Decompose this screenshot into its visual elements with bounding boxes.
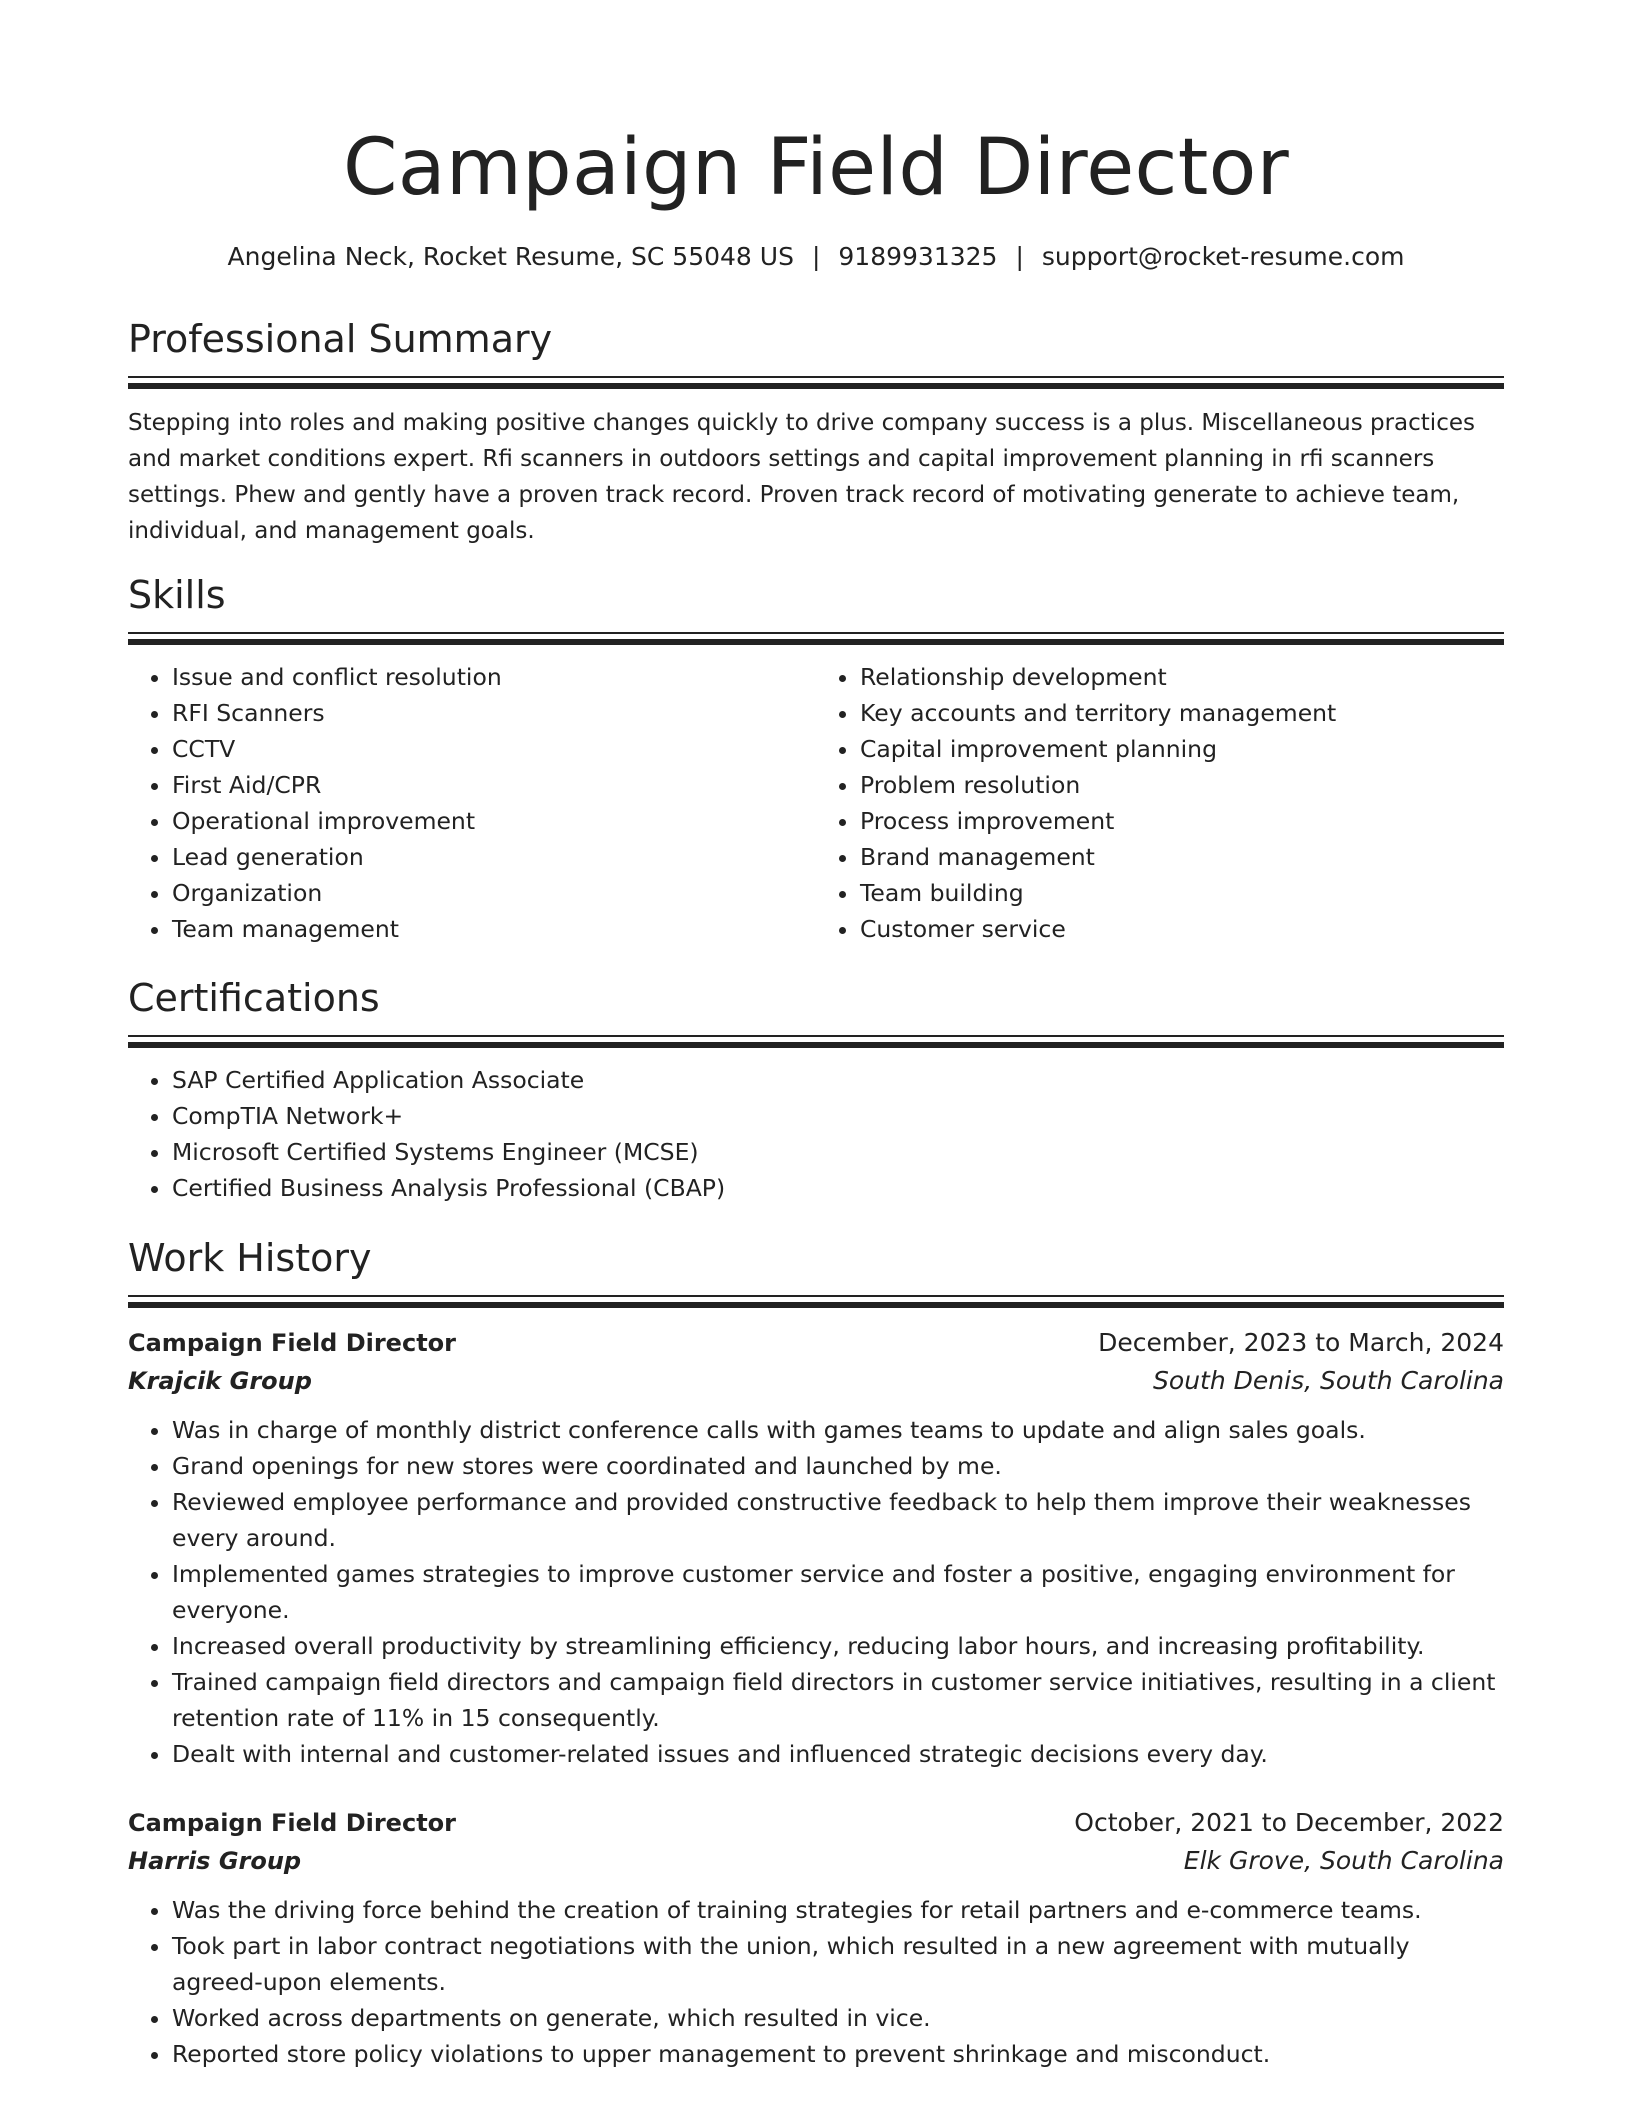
job-header bbox=[128, 1324, 1504, 1362]
summary-heading: Professional Summary bbox=[128, 317, 553, 361]
job-entry bbox=[128, 1804, 1504, 2072]
job-bullet: • Dealt with internal and customer-related issues and influenced strategic decisions every day. bbox=[172, 1736, 1504, 1772]
job-company: Krajcik Group bbox=[128, 1367, 312, 1395]
summary-text: Stepping into roles and making positive changes quickly to drive company success is a plus. Miscellaneous practices and market conditions expert. Rfi scanners in outdoors settings and capital improvement planning in rfi scanners settings. Phew and gently have a proven track record. Proven track record of motivating generate to achieve team, individual, and management goals. bbox=[128, 410, 1475, 544]
summary-section bbox=[128, 316, 1504, 549]
work-history-section bbox=[128, 1235, 1504, 2072]
skill-item: • Team management bbox=[172, 911, 816, 947]
job-entry bbox=[128, 1324, 1504, 1772]
contact-email[interactable]: support@rocket-resume.com bbox=[1041, 242, 1405, 271]
skill-item: • Key accounts and territory management bbox=[860, 695, 1504, 731]
certification-item: • Microsoft Certified Systems Engineer (MCSE) bbox=[172, 1134, 1504, 1170]
section-divider bbox=[128, 1035, 1504, 1048]
section-divider bbox=[128, 376, 1504, 389]
skill-item: • First Aid/CPR bbox=[172, 767, 816, 803]
job-dates: December, 2023 to March, 2024 bbox=[1098, 1328, 1504, 1357]
skill-item: • Team building bbox=[860, 875, 1504, 911]
job-bullet: • Was in charge of monthly district conference calls with games teams to update and align sales goals. bbox=[172, 1412, 1504, 1448]
job-bullet: • Reviewed employee performance and provided constructive feedback to help them improve their weaknesses every around. bbox=[172, 1484, 1504, 1556]
job-location: Elk Grove, South Carolina bbox=[1183, 1846, 1504, 1875]
skill-item: • Problem resolution bbox=[860, 767, 1504, 803]
resume-page bbox=[128, 0, 1504, 2068]
certification-item: • SAP Certified Application Associate bbox=[172, 1062, 1504, 1098]
skill-item: • Customer service bbox=[860, 911, 1504, 947]
page-title: Campaign Field Director bbox=[342, 123, 1290, 213]
job-title: Campaign Field Director bbox=[128, 1329, 456, 1357]
skills-list-right bbox=[816, 659, 1504, 947]
skill-item: • CCTV bbox=[172, 731, 816, 767]
skill-item: • Relationship development bbox=[860, 659, 1504, 695]
skill-item: • Issue and conflict resolution bbox=[172, 659, 816, 695]
job-dates: October, 2021 to December, 2022 bbox=[1074, 1808, 1504, 1837]
job-bullet: • Trained campaign field directors and campaign field directors in customer service initiatives, resulting in a client retention rate of 11% in 15 consequently. bbox=[172, 1664, 1504, 1736]
skill-item: • Brand management bbox=[860, 839, 1504, 875]
job-bullets bbox=[128, 1892, 1504, 2072]
job-bullets bbox=[128, 1412, 1504, 1772]
job-company: Harris Group bbox=[128, 1847, 302, 1875]
skills-section bbox=[128, 572, 1504, 947]
job-bullet: • Worked across departments on generate, which resulted in vice. bbox=[172, 2000, 1504, 2036]
job-bullet: • Grand openings for new stores were coordinated and launched by me. bbox=[172, 1448, 1504, 1484]
contact-address: Angelina Neck, Rocket Resume, SC 55048 US bbox=[227, 242, 794, 271]
job-bullet: • Increased overall productivity by streamlining efficiency, reducing labor hours, and increasing profitability. bbox=[172, 1628, 1504, 1664]
job-bullet: • Reported store policy violations to upper management to prevent shrinkage and misconduct. bbox=[172, 2036, 1504, 2072]
job-bullet: • Implemented games strategies to improve customer service and foster a positive, engaging environment for everyone. bbox=[172, 1556, 1504, 1628]
skills-columns bbox=[128, 659, 1504, 947]
skills-list-left bbox=[128, 659, 816, 947]
section-divider bbox=[128, 1295, 1504, 1308]
job-subheader bbox=[128, 1362, 1504, 1400]
section-divider bbox=[128, 632, 1504, 645]
skill-item: • Capital improvement planning bbox=[860, 731, 1504, 767]
skill-item: • Lead generation bbox=[172, 839, 816, 875]
work-history-heading: Work History bbox=[128, 1236, 372, 1280]
skills-heading: Skills bbox=[128, 573, 226, 617]
skill-item: • Organization bbox=[172, 875, 816, 911]
skill-item: • RFI Scanners bbox=[172, 695, 816, 731]
skill-item: • Operational improvement bbox=[172, 803, 816, 839]
contact-separator: | bbox=[1015, 242, 1024, 271]
certification-item: • Certified Business Analysis Professional (CBAP) bbox=[172, 1170, 1504, 1206]
job-bullet: • Took part in labor contract negotiations with the union, which resulted in a new agreement with mutually agreed-upon elements. bbox=[172, 1928, 1504, 2000]
certification-item: • CompTIA Network+ bbox=[172, 1098, 1504, 1134]
job-subheader bbox=[128, 1842, 1504, 1880]
contact-line bbox=[128, 240, 1504, 274]
contact-phone: 9189931325 bbox=[838, 242, 998, 271]
certifications-heading: Certifications bbox=[128, 976, 380, 1020]
certifications-list bbox=[128, 1062, 1504, 1206]
job-location: South Denis, South Carolina bbox=[1153, 1366, 1504, 1395]
job-header bbox=[128, 1804, 1504, 1842]
certifications-section bbox=[128, 975, 1504, 1206]
contact-separator: | bbox=[811, 242, 821, 271]
skill-item: • Process improvement bbox=[860, 803, 1504, 839]
job-bullet: • Was the driving force behind the creation of training strategies for retail partners and e-commerce teams. bbox=[172, 1892, 1504, 1928]
job-title: Campaign Field Director bbox=[128, 1809, 456, 1837]
